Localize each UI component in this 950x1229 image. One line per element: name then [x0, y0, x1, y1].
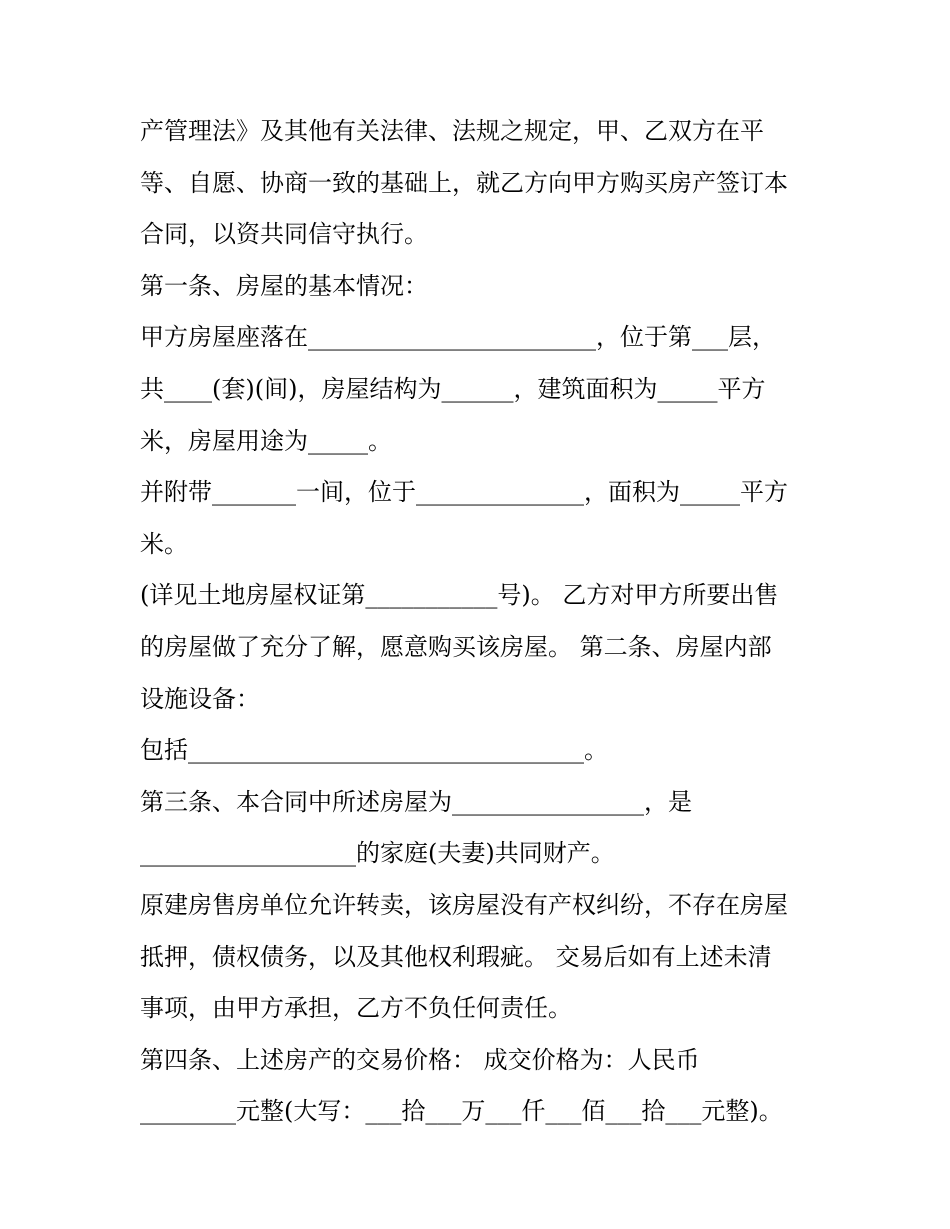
- text-line: 原建房售房单位允许转卖，该房屋没有产权纠纷，不存在房屋: [140, 890, 788, 919]
- article-1-heading: 第一条、房屋的基本情况：: [140, 271, 428, 300]
- contract-body: [140, 106, 820, 1138]
- text-line: 米，房屋用途为_____。: [140, 426, 392, 455]
- text-line: 产管理法》及其他有关法律、法规之规定，甲、乙双方在平: [140, 117, 764, 145]
- text-line: 甲方房屋座落在________________________，位于第___层，: [140, 323, 776, 352]
- text-line: 抵押，债权债务，以及其他权利瑕疵。 交易后如有上述未清: [140, 942, 772, 971]
- text-line: 的房屋做了充分了解，愿意购买该房屋。 第二条、房屋内部: [140, 632, 772, 661]
- text-line: 设施设备：: [140, 684, 260, 713]
- text-line: 并附带_______一间，位于______________，面积为_____平方: [140, 478, 788, 507]
- text-line: 共____(套)(间)，房屋结构为______，建筑面积为_____平方: [140, 374, 766, 403]
- text-line: ________元整(大写：___拾___万___仟___佰___拾___元整)。: [140, 1097, 783, 1126]
- text-line: 包括_________________________________。: [140, 736, 608, 765]
- article-4-line: 第四条、上述房产的交易价格： 成交价格为：人民币: [140, 1045, 700, 1074]
- text-line: 合同，以资共同信守执行。: [140, 220, 428, 249]
- text-line: (详见土地房屋权证第___________号)。 乙方对甲方所要出售: [140, 581, 779, 610]
- article-3-line: 第三条、本合同中所述房屋为________________，是: [140, 787, 692, 816]
- text-line: 等、自愿、协商一致的基础上，就乙方向甲方购买房产签订本: [140, 168, 788, 197]
- text-line: 事项，由甲方承担，乙方不负任何责任。: [140, 994, 572, 1023]
- text-line: __________________的家庭(夫妻)共同财产。: [140, 839, 615, 868]
- text-line: 米。: [140, 529, 188, 558]
